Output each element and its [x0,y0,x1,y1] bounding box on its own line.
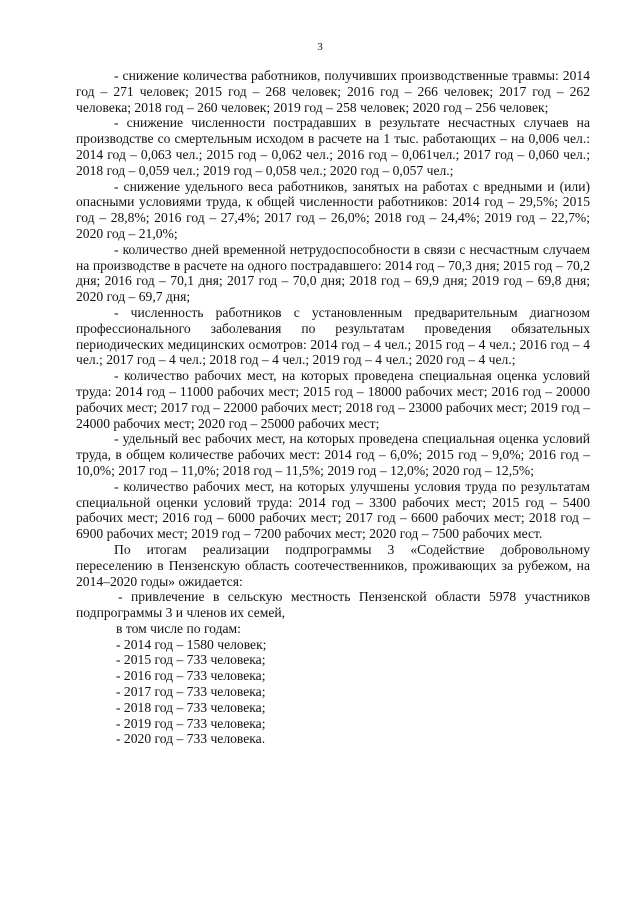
paragraph-assessed-share: - удельный вес рабочих мест, на которых проведена специальная оценка условий труда, в общем количестве рабочих мест: 2014 год – 6,0%; 2015 год – 9,0%; 2016 год – 10,0%; 2017 год – 11,0%; 2018 год – 11,5%; 2019 год – 12,0%; 2020 год – 12,5%; [76,431,590,478]
paragraph-assessed-workplaces: - количество рабочих мест, на которых проведена специальная оценка условий труда: 2014 год – 11000 рабочих мест; 2015 год – 18000 рабочих мест; 2016 год – 20000 рабочих мест; 2017 год – 22000 рабочих мест; 2018 год – 23000 рабочих мест; 2019 год – 24000 рабочих мест; 2020 год – 25000 рабочих мест; [76,368,590,431]
paragraph-occupational-disease: - численность работников с установленным предварительным диагнозом профессионального заболевания по результатам проведения обязательных периодических медицинских осмотров: 2014 год – 4 чел.; 2015 год – 4 чел.; 2016 год – 4 чел.; 2017 год – 4 чел.; 2018 год – 4 чел.; 2019 год – 4 чел.; 2020 год – 4 чел.; [76,304,590,368]
list-item: - 2020 год – 733 человека. [116,731,266,747]
by-years-label: в том числе по годам: [116,620,241,636]
years-list [116,621,590,747]
document-body [76,68,590,747]
paragraph-disability-days: - количество дней временной нетрудоспособности в связи с несчастным случаем на производстве в расчете на одного пострадавшего: 2014 год – 70,3 дня; 2015 год – 70,2 дня; 2016 год – 70,1 дня; 2017 год – 70,0 дня; 2018 год – 69,9 дня; 2019 год – 69,8 дня; 2020 год – 69,7 дня; [76,241,590,305]
paragraph-injuries: - снижение количества работников, получивших производственные травмы: 2014 год – 271 человек; 2015 год – 268 человек; 2016 год – 266 человек; 2017 год – 262 человека; 2018 год – 260 человек; 2019 год – 258 человек; 2020 год – 256 человек; [76,68,590,115]
paragraph-improved-workplaces: - количество рабочих мест, на которых улучшены условия труда по результатам специальной оценки условий труда: 2014 год – 3300 рабочих мест; 2015 год – 5400 рабочих мест; 2016 год – 6000 рабочих мест; 2017 год – 6600 рабочих мест; 2018 год – 6900 рабочих мест; 2019 год – 7200 рабочих мест; 2020 год – 7500 рабочих мест. [76,478,590,542]
list-item: - 2015 год – 733 человека; [116,652,266,668]
list-item: - 2017 год – 733 человека; [116,684,266,700]
paragraph-resettlement-target: - привлечение в сельскую местность Пензенской области 5978 участников подпрограммы 3 и членов их семей, [76,589,590,621]
list-item: - 2019 год – 733 человека; [116,715,266,731]
paragraph-hazardous-share: - снижение удельного веса работников, занятых на работах с вредными и (или) опасными условиями труда, к общей численности работников: 2014 год – 29,5%; 2015 год – 28,8%; 2016 год – 27,4%; 2017 год – 26,0%; 2018 год – 24,4%; 2019 год – 22,7%; 2020 год – 21,0%; [76,178,590,241]
list-item: - 2014 год – 1580 человек; [116,636,267,652]
page-number: 3 [317,41,323,53]
paragraph-resettlement-intro: По итогам реализации подпрограммы 3 «Содействие добровольному переселению в Пензенскую область соотечественников, проживающих за рубежом, на 2014–2020 годы» ожидается: [76,541,590,589]
paragraph-fatalities: - снижение численности пострадавших в результате несчастных случаев на производстве со смертельным исходом в расчете на 1 тыс. работающих – на 0,006 чел.: 2014 год – 0,063 чел.; 2015 год – 0,062 чел.; 2016 год – 0,061чел.; 2017 год – 0,060 чел.; 2018 год – 0,059 чел.; 2019 год – 0,058 чел.; 2020 год – 0,057 чел.; [76,115,590,178]
list-item: - 2016 год – 733 человека; [116,668,266,684]
list-item: - 2018 год – 733 человека; [116,699,266,715]
